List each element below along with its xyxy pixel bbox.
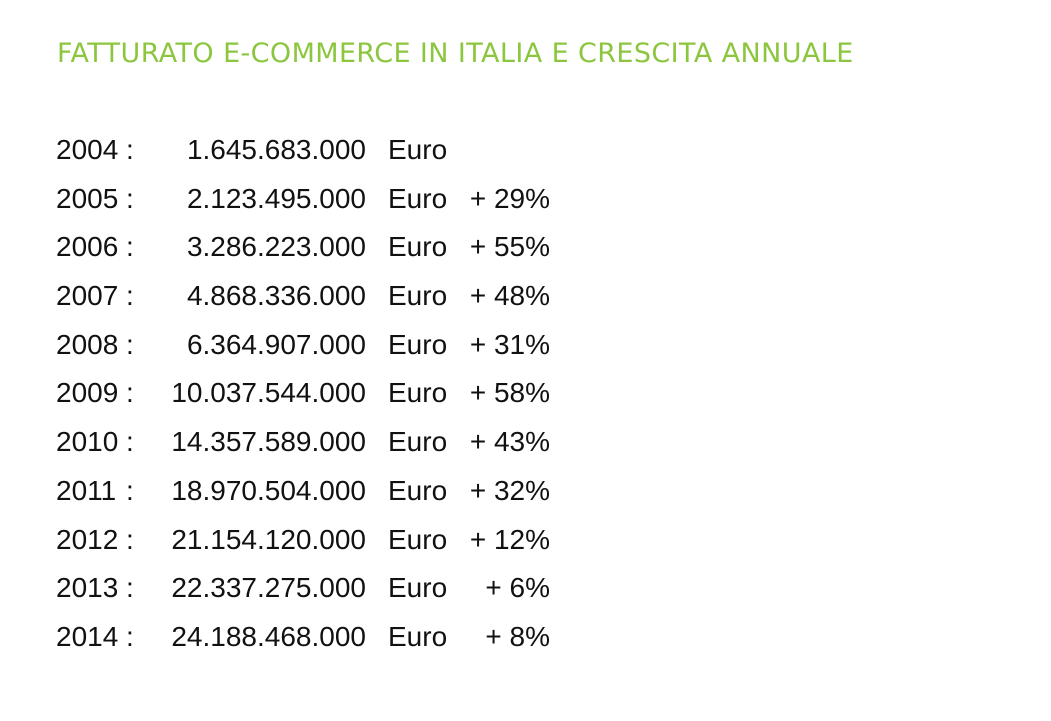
currency-label: Euro xyxy=(388,231,448,263)
year-label: 2012 xyxy=(56,523,119,555)
separator: : xyxy=(126,572,134,604)
list-item xyxy=(56,225,676,274)
year-label: 2009 xyxy=(56,377,119,409)
growth-rate: + 55% xyxy=(469,231,550,263)
revenue-amount: 14.357.589.000 xyxy=(171,426,366,458)
growth-rate: + 29% xyxy=(469,182,550,214)
revenue-amount: 2.123.495.000 xyxy=(186,182,366,214)
list-item xyxy=(56,128,676,177)
currency-label: Euro xyxy=(388,620,448,652)
separator: : xyxy=(126,523,134,555)
growth-rate: + 8% xyxy=(485,620,550,652)
currency-label: Euro xyxy=(388,474,448,506)
currency-label: Euro xyxy=(388,572,448,604)
revenue-amount: 22.337.275.000 xyxy=(171,572,366,604)
separator: : xyxy=(126,377,134,409)
currency-label: Euro xyxy=(388,328,448,360)
year-label: 2013 xyxy=(56,572,119,604)
list-item xyxy=(56,566,676,615)
growth-rate: + 6% xyxy=(485,572,550,604)
revenue-amount: 3.286.223.000 xyxy=(186,231,366,263)
list-item xyxy=(56,371,676,420)
list-item xyxy=(56,420,676,469)
list-item xyxy=(56,177,676,226)
separator: : xyxy=(126,620,134,652)
separator: : xyxy=(126,231,134,263)
year-label: 2005 xyxy=(56,182,119,214)
list-item xyxy=(56,469,676,518)
currency-label: Euro xyxy=(388,523,448,555)
revenue-amount: 21.154.120.000 xyxy=(171,523,366,555)
currency-label: Euro xyxy=(388,377,448,409)
growth-rate: + 43% xyxy=(469,426,550,458)
growth-rate: + 32% xyxy=(469,474,550,506)
list-item xyxy=(56,615,676,664)
revenue-amount: 24.188.468.000 xyxy=(171,620,366,652)
currency-label: Euro xyxy=(388,426,448,458)
year-label: 2007 xyxy=(56,280,119,312)
list-item xyxy=(56,323,676,372)
revenue-amount: 10.037.544.000 xyxy=(171,377,366,409)
year-label: 2004 xyxy=(56,134,119,165)
separator: : xyxy=(126,182,134,214)
growth-rate: + 12% xyxy=(469,523,550,555)
revenue-amount: 4.868.336.000 xyxy=(186,280,366,312)
year-label: 2011 xyxy=(56,474,117,506)
currency-label: Euro xyxy=(388,134,448,165)
page-title: FATTURATO E-COMMERCE IN ITALIA E CRESCITA ANNUALE xyxy=(57,38,854,69)
revenue-amount: 18.970.504.000 xyxy=(171,474,366,506)
growth-rate: + 58% xyxy=(469,377,550,409)
currency-label: Euro xyxy=(388,280,448,312)
separator: : xyxy=(126,474,134,506)
separator: : xyxy=(126,328,134,360)
growth-rate: + 48% xyxy=(469,280,550,312)
year-label: 2010 xyxy=(56,426,119,458)
currency-label: Euro xyxy=(388,182,448,214)
revenue-amount: 6.364.907.000 xyxy=(186,328,366,360)
separator: : xyxy=(126,280,134,312)
year-label: 2006 xyxy=(56,231,119,263)
separator: : xyxy=(126,426,134,458)
year-label: 2008 xyxy=(56,328,119,360)
list-item xyxy=(56,518,676,567)
list-item xyxy=(56,274,676,323)
revenue-list xyxy=(56,128,676,664)
growth-rate: + 31% xyxy=(469,328,550,360)
year-label: 2014 xyxy=(56,620,119,652)
separator: : xyxy=(126,134,134,165)
revenue-amount: 1.645.683.000 xyxy=(186,134,366,165)
